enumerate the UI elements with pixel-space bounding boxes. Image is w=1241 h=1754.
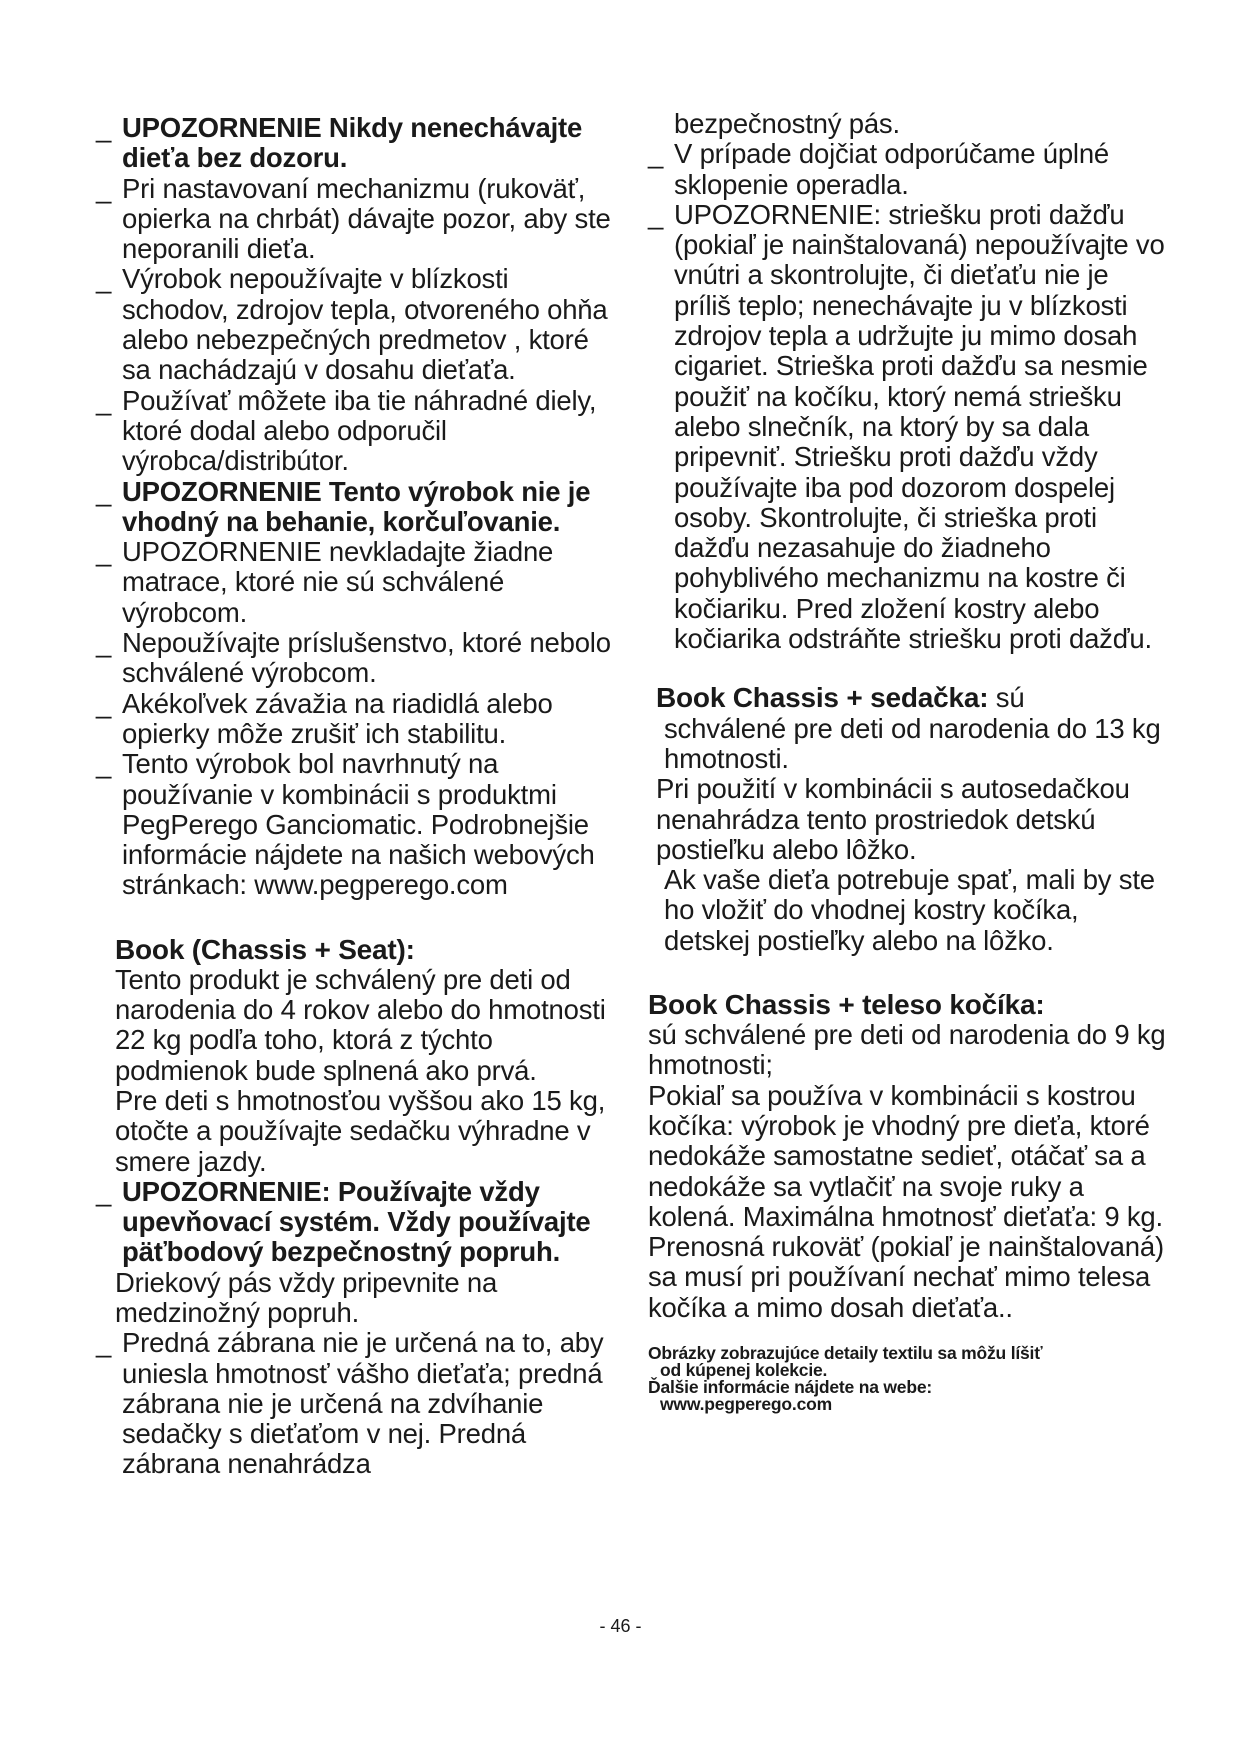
list-item-mechanism: _ Pri nastavovaní mechanizmu (rukoväť, opierka na chrbát) dávajte pozor, aby ste neporanili dieťa. xyxy=(96,174,616,265)
book-seat-block xyxy=(648,682,1168,956)
left-column xyxy=(96,113,616,1480)
list-item-hazards: _ Výrobok nepoužívajte v blízkosti schodov, zdrojov tepla, otvoreného ohňa alebo nebezpečných predmetov , ktoré sa nachádzajú v dosahu dieťaťa. xyxy=(96,264,616,385)
right-column xyxy=(648,109,1168,1413)
section-title-book-body: Book Chassis + teleso kočíka: xyxy=(648,989,1045,1021)
footnote-line-1: Obrázky zobrazujúce detaily textilu sa môžu líšiť xyxy=(648,1342,1043,1363)
book-seat-intro: sú xyxy=(995,682,1025,714)
section-title-book-seat: Book Chassis + sedačka: xyxy=(656,682,989,714)
section-title-chassis-seat: Book (Chassis + Seat): xyxy=(115,933,415,965)
footnote xyxy=(648,1342,1168,1414)
list-item-compatibility: _ Tento výrobok bol navrhnutý na používanie v kombinácii s produktmi PegPerego Ganciomatic. Podrobnejšie informácie nájdete na našich webových stránkach: www.pegperego.com xyxy=(96,749,616,900)
book-body-usage: Pokiaľ sa používa v kombinácii s kostrou kočíka: výrobok je vhodný pre dieťa, ktoré nedokáže samostatne sedieť, otáčať sa a nedokáže sa vytlačiť na svoje ruky a kolená. Maximálna hmotnosť dieťaťa: 9 kg. xyxy=(648,1079,1163,1232)
list-item-rain-cover: _ UPOZORNENIE: striešku proti dažďu (pokiaľ je nainštalovaná) nepoužívajte vo vnútri a skontrolujte, či dieťaťu nie je príliš teplo; nenechávajte ju v blízkosti zdrojov tepla a udržujte ju mimo dosah cigariet. Strieška proti dažďu sa nesmie použiť na kočíku, ktorý nemá striešku alebo slnečník, na ktorý by sa dala pripevniť. Striešku proti dažďu vždy používajte iba pod dozorom dospelej osoby. Skontrolujte, či strieška proti dažďu nezasahuje do žiadneho pohyblivého mechanizmu na kostre či kočiariku. Pred zložení kostry alebo kočiarika odstráňte striešku proti dažďu. xyxy=(648,200,1168,654)
list-item-mattress: _ UPOZORNENIE nevkladajte žiadne matrace, ktoré nie sú schválené výrobcom. xyxy=(96,537,616,628)
paragraph-lap-belt: Driekový pás vždy pripevnite na medzinožný popruh. xyxy=(115,1266,498,1328)
book-seat-sleep: Ak vaše dieťa potrebuje spať, mali by ste ho vložiť do vhodnej kostry kočíka, detskej postieľky alebo na lôžko. xyxy=(664,864,1155,956)
list-item-spare-parts: _ Používať môžete iba tie náhradné diely, ktoré dodal alebo odporučil výrobca/distribútor. xyxy=(96,386,616,477)
list-item-infants: _ V prípade dojčiat odporúčame úplné sklopenie operadla. xyxy=(648,139,1168,200)
page-number: - 46 - xyxy=(599,1616,642,1636)
footnote-line-2: od kúpenej kolekcie. xyxy=(660,1359,828,1380)
book-body-block xyxy=(648,989,1168,1323)
list-item-accessories: _ Nepoužívajte príslušenstvo, ktoré nebolo schválené výrobcom. xyxy=(96,628,616,689)
footnote-website: www.pegperego.com xyxy=(660,1393,832,1414)
paragraph-approval: Tento produkt je schválený pre deti od narodenia do 4 rokov alebo do hmotnosti 22 kg podľa toho, ktorá z týchto podmienok bude splnená ako prvá. xyxy=(115,963,606,1086)
book-seat-car-seat: Pri použití v kombinácii s autosedačkou nenahrádza tento prostriedok detskú postieľku alebo lôžko. xyxy=(656,773,1130,865)
continuation-text: bezpečnostný pás. xyxy=(674,108,900,139)
warning-supervision: _ UPOZORNENIE Nikdy nenechávajte dieťa bez dozoru. xyxy=(96,113,616,174)
book-body-approval: sú schválené pre deti od narodenia do 9 kg hmotnosti; xyxy=(648,1019,1166,1081)
list-item-weights: _ Akékoľvek závažia na riadidlá alebo opierky môže zrušiť ich stabilitu. xyxy=(96,689,616,750)
list-item-bumper-bar: _ Predná zábrana nie je určená na to, aby uniesla hmotnosť vášho dieťaťa; predná zábrana nie je určená na zdvíhanie sedačky s dieťaťom v nej. Predná zábrana nenahrádza xyxy=(96,1328,616,1479)
warning-harness: _ UPOZORNENIE: Používajte vždy upevňovací systém. Vždy používajte päťbodový bezpečnostný popruh. xyxy=(96,1177,616,1268)
book-seat-approval: schválené pre deti od narodenia do 13 kg hmotnosti. xyxy=(664,712,1161,774)
paragraph-weight: Pre deti s hmotnosťou vyššou ako 15 kg, otočte a používajte sedačku výhradne v smere jazdy. xyxy=(115,1084,606,1177)
warning-running: _ UPOZORNENIE Tento výrobok nie je vhodný na behanie, korčuľovanie. xyxy=(96,477,616,538)
footnote-line-3: Ďalšie informácie nájdete na webe: xyxy=(648,1376,932,1397)
book-body-handle: Prenosná rukoväť (pokiaľ je nainštalovaná) sa musí pri používaní nechať mimo telesa kočíka a mimo dosah dieťaťa.. xyxy=(648,1231,1164,1323)
